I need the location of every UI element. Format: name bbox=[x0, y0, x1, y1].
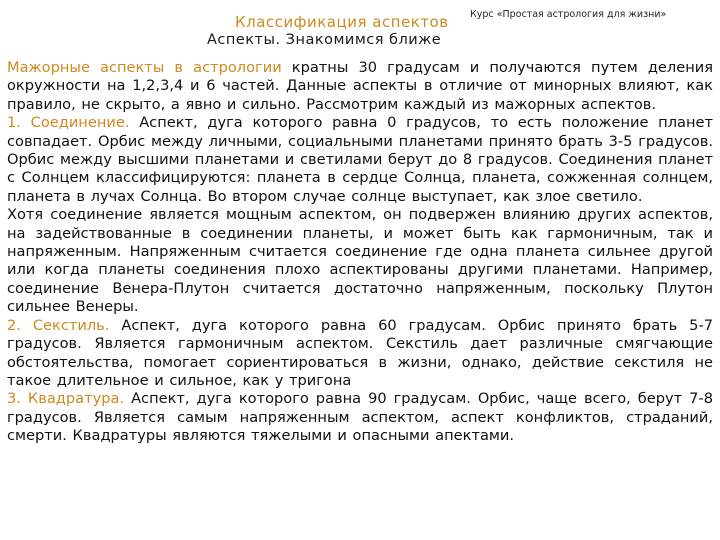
aspect-heading: 1. Соединение. bbox=[7, 114, 130, 132]
aspect-heading: 3. Квадратура. bbox=[7, 390, 125, 408]
section-title: Классификация аспектов bbox=[235, 13, 449, 31]
body-text bbox=[7, 59, 713, 446]
intro-text: кратны 30 градусам и получаются путем деления окружности на 1,2,3,4 и 6 частей. Данные аспекты в отличие от минорных влияют, как правило, не скрыто, а явно и сильно. Рассмотрим каждый из мажорных аспектов. bbox=[7, 59, 713, 113]
aspect-text: Аспект, дуга которого равна 90 градусам. Орбис, чаще всего, берут 7-8 градусов. Является самым напряженным аспектом, аспект конфликтов, страданий, смерти. Квадратуры являются тяжелыми и опасными апектами. bbox=[7, 390, 713, 445]
aspect-text: Аспект, дуга которого равна 60 градусам. Орбис принято брать 5-7 градусов. Является гармоничным аспектом. Секстиль дает различные смягчающие обстоятельства, помогает сориентироваться в жизни, однако, действие секстиля не такое длительное и сильное, как у тригона bbox=[7, 316, 713, 389]
aspect-text: Аспект, дуга которого равна 0 градусов, то есть положение планет совпадает. Орбис между личными, социальными планетами принято брать 3-5 градусов. Орбис между высшими планетами и светилами берут до 8 градусов. Соединения планет с Солнцем классифицируются: планета в сердце Солнца, планета, сожженная солнцем, планета в лучах Солнца. Во втором случае солнце выступает, как злое светило. bbox=[7, 114, 714, 205]
intro-paragraph bbox=[7, 59, 713, 114]
aspect-sextile bbox=[7, 317, 713, 391]
aspect-heading: 2. Секстиль. bbox=[7, 316, 110, 334]
intro-lead: Мажорные аспекты в астрологии bbox=[7, 59, 282, 76]
aspect-conjunction bbox=[7, 114, 713, 206]
course-title: Курс «Простая астрология для жизни» bbox=[470, 9, 667, 20]
aspect-square bbox=[7, 390, 713, 445]
page-title: Аспекты. Знакомимся ближе bbox=[207, 32, 442, 48]
aspect-conjunction-extra: Хотя соединение является мощным аспектом, он подвержен влиянию других аспектов, на задействованные в соединении планеты, и может быть как гармоничным, так и напряженным. Напряженным считается соединение где одна планета сильнее другой или когда планеты соединения плохо аспектированы другими планетами. Например, соединение Венера-Плутон считается достаточно напряженным, поскольку Плутон сильнее Венеры. bbox=[7, 206, 713, 316]
